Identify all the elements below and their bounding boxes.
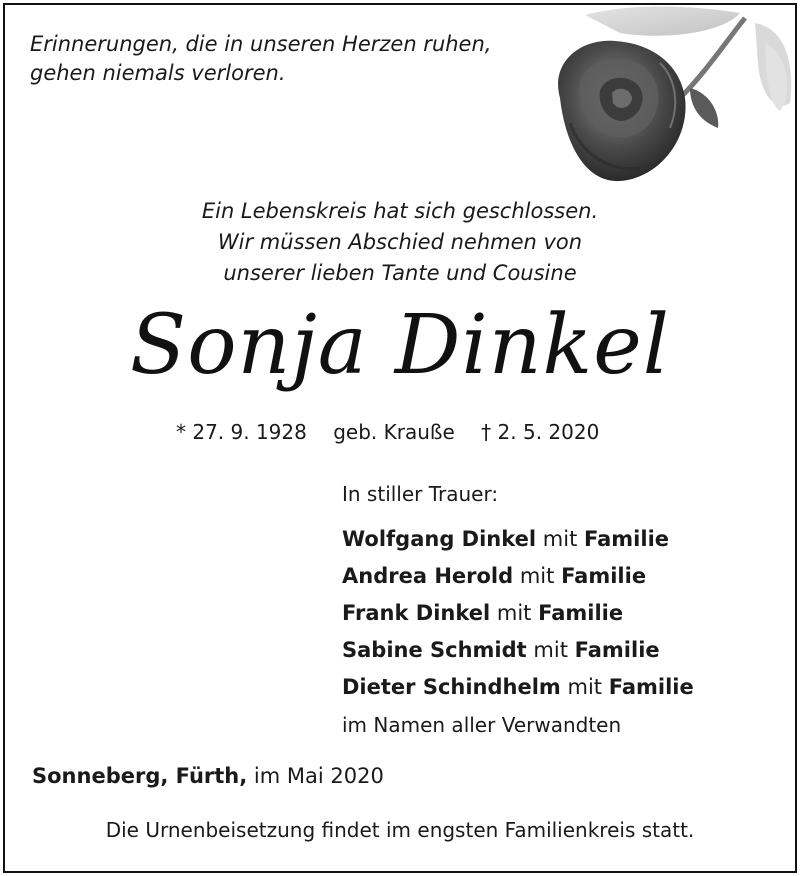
mourner-family: Familie xyxy=(538,601,624,625)
mourner-connector: mit xyxy=(542,527,578,551)
mourner-connector: mit xyxy=(519,564,555,588)
rose-image xyxy=(540,3,795,193)
motto xyxy=(30,30,550,88)
mourner-family: Familie xyxy=(574,638,660,662)
mourner-name: Sabine Schmidt xyxy=(342,638,527,662)
life-dates xyxy=(176,420,619,444)
mourner-family: Familie xyxy=(561,564,647,588)
birth-date: * 27. 9. 1928 xyxy=(176,420,307,444)
mourner-connector: mit xyxy=(496,601,532,625)
mourner-row xyxy=(342,669,782,706)
mourners-lead: In stiller Trauer: xyxy=(342,482,499,506)
mourner-connector: mit xyxy=(533,638,568,662)
mourner-row xyxy=(342,521,782,558)
intro-text xyxy=(0,196,800,289)
motto-line: Erinnerungen, die in unseren Herzen ruhen, xyxy=(30,32,492,56)
mourner-row xyxy=(342,595,782,632)
intro-line: Wir müssen Abschied nehmen von xyxy=(217,230,583,254)
intro-line: Ein Lebenskreis hat sich geschlossen. xyxy=(201,199,599,223)
mourner-row xyxy=(342,632,782,669)
mourner-connector: mit xyxy=(567,675,603,699)
place-month: im Mai 2020 xyxy=(253,764,384,788)
mourner-row xyxy=(342,558,782,595)
place-date xyxy=(32,764,384,788)
motto-line: gehen niemals verloren. xyxy=(30,61,286,85)
mourner-family: Familie xyxy=(584,527,670,551)
burial-note: Die Urnenbeisetzung findet im engsten Familienkreis statt. xyxy=(105,818,695,842)
place-cities: Sonneberg, Fürth, xyxy=(32,764,248,788)
mourners-block xyxy=(342,481,782,744)
mourner-name: Wolfgang Dinkel xyxy=(342,527,537,551)
death-date: † 2. 5. 2020 xyxy=(481,420,600,444)
deceased-name: Sonja Dinkel xyxy=(130,298,670,393)
mourner-name: Andrea Herold xyxy=(342,564,514,588)
mourner-name: Dieter Schindhelm xyxy=(342,675,561,699)
birth-name: geb. Krauße xyxy=(333,420,455,444)
mourners-tail: im Namen aller Verwandten xyxy=(342,713,622,737)
intro-line: unserer lieben Tante und Cousine xyxy=(223,261,577,285)
mourner-name: Frank Dinkel xyxy=(342,601,491,625)
mourner-family: Familie xyxy=(608,675,694,699)
